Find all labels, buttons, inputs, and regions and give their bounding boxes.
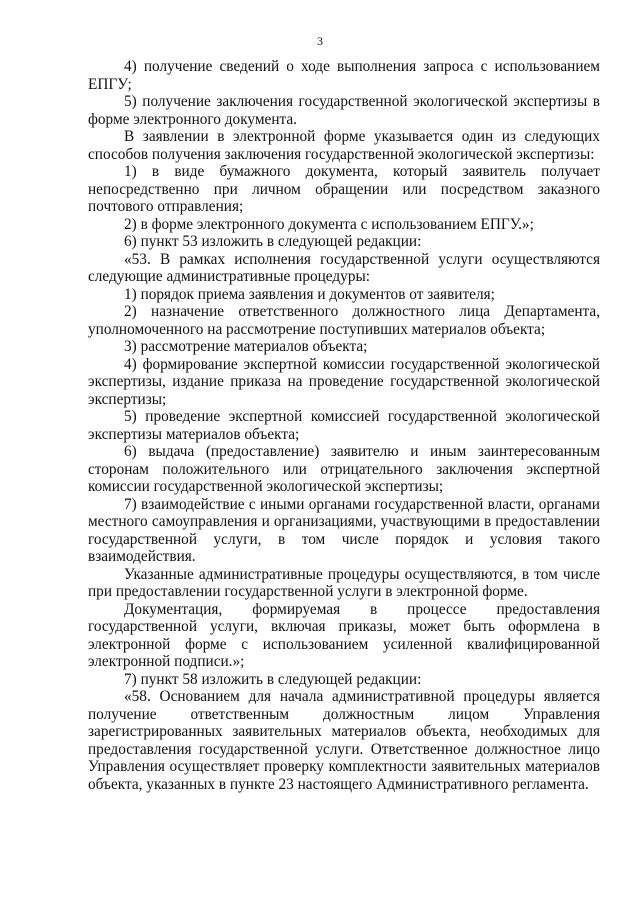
clause-53-intro: «53. В рамках исполнения государственной услуги осуществляются следующие административные процедуры: <box>88 250 600 285</box>
procedure-3: 3) рассмотрение материалов объекта; <box>124 338 368 355</box>
item-5-electronic-conclusion: 5) получение заключения государственной экологической экспертизы в форме электронного документа. <box>88 93 600 128</box>
amendment-6-heading: 6) пункт 53 изложить в следующей редакции: <box>124 233 422 250</box>
clause-58-text: «58. Основанием для начала административной процедуры является получение ответственным должностным лицом Управления зарегистрированных заявительных материалов объекта, необходимых для предоставления государственной услуги. Ответственное должностное лицо Управления осуществляет проверку комплектности заявительных материалов объекта, указанных в пункте 23 настоящего Административного регламента. <box>88 688 600 793</box>
method-2-electronic: 2) в форме электронного документа с использованием ЕПГУ.»; <box>124 215 534 233</box>
procedures-electronic-note: Указанные административные процедуры осуществляются, в том числе при предоставлении государственной услуги в электронной форме. <box>88 565 600 600</box>
documentation-note: Документация, формируемая в процессе предоставления государственной услуги, включая приказы, может быть оформлена в электронной форме с использованием усиленной квалифицированной электронной подписи.»; <box>88 600 600 670</box>
procedure-5: 5) проведение экспертной комиссией государственной экологической экспертизы материалов объекта; <box>88 408 600 443</box>
procedure-7: 7) взаимодействие с иными органами государственной власти, органами местного самоуправления и организациями, участвующими в предоставлении государственной услуги, в том числе порядок и условия такого взаимодействия. <box>88 495 600 565</box>
procedure-1: 1) порядок приема заявления и документов от заявителя; <box>124 285 495 303</box>
procedure-6: 6) выдача (предоставление) заявителю и иным заинтересованным сторонам положительного или отрицательного заключения экспертной комиссии государственной экологической экспертизы; <box>88 443 600 495</box>
application-methods-intro: В заявлении в электронной форме указывается один из следующих способов получения заключения государственной экологической экспертизы: <box>88 128 600 163</box>
item-4-status-info: 4) получение сведений о ходе выполнения запроса с использованием ЕПГУ; <box>88 58 600 93</box>
method-1-paper: 1) в виде бумажного документа, который заявитель получает непосредственно при личном обращении или посредством заказного почтового отправления; <box>88 163 600 215</box>
procedure-2: 2) назначение ответственного должностного лица Департамента, уполномоченного на рассмотрение поступивших материалов объекта; <box>88 303 600 338</box>
procedure-4: 4) формирование экспертной комиссии государственной экологической экспертизы, издание приказа на проведение государственной экологической экспертизы; <box>88 355 600 408</box>
page-number: 3 <box>317 34 323 48</box>
amendment-7-heading: 7) пункт 58 изложить в следующей редакции: <box>124 670 422 688</box>
